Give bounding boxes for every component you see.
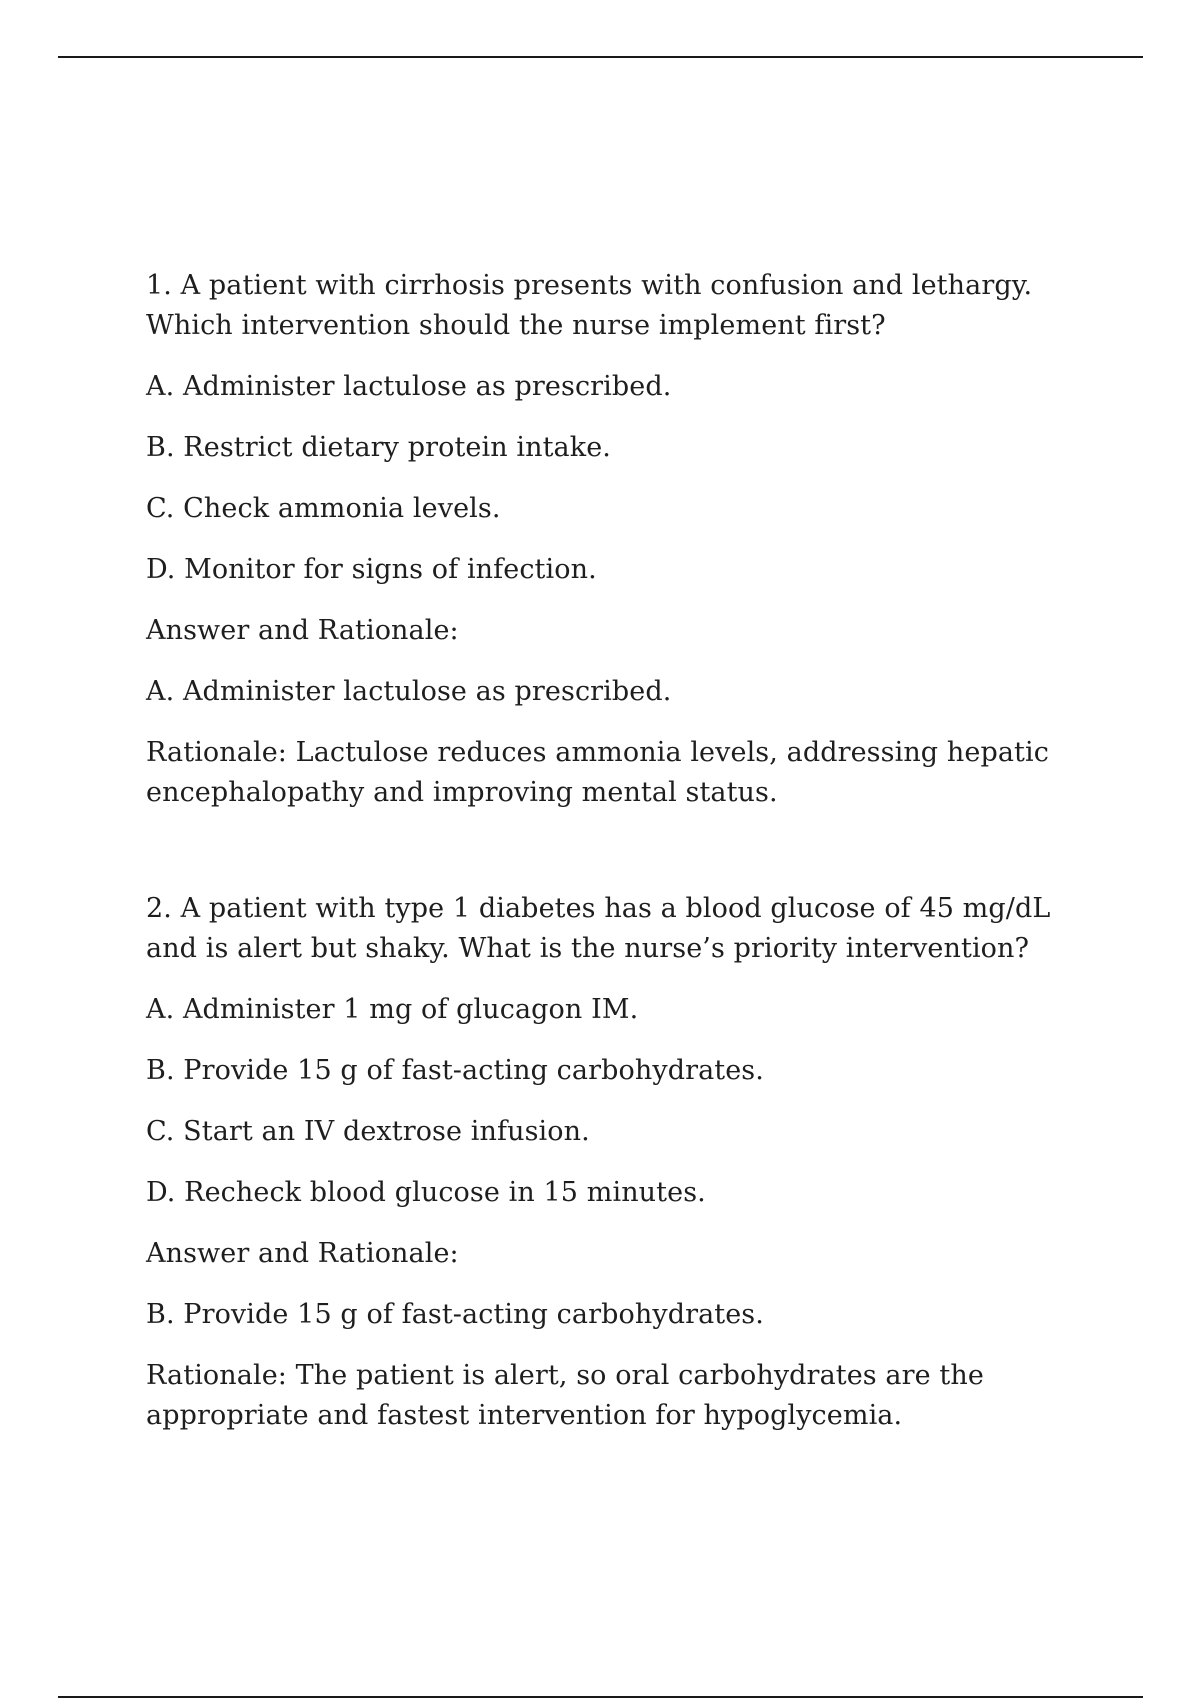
rationale: Rationale: Lactulose reduces ammonia levels, addressing hepatic encephalopathy and improving mental status. [146, 737, 1049, 808]
option-d: D. Recheck blood glucose in 15 minutes. [146, 1177, 706, 1208]
question-block-2 [146, 889, 1096, 1436]
rationale: Rationale: The patient is alert, so oral carbohydrates are the appropriate and fastest intervention for hypoglycemia. [146, 1360, 984, 1431]
answer-heading: Answer and Rationale: [146, 1238, 459, 1269]
option-b: B. Restrict dietary protein intake. [146, 432, 611, 463]
option-a: A. Administer 1 mg of glucagon IM. [146, 994, 639, 1025]
answer-heading: Answer and Rationale: [146, 615, 459, 646]
question-text: 1. A patient with cirrhosis presents with confusion and lethargy. Which intervention should the nurse implement first? [146, 270, 1033, 341]
correct-answer: A. Administer lactulose as prescribed. [146, 676, 672, 707]
question-block-1 [146, 266, 1096, 813]
question-text: 2. A patient with type 1 diabetes has a blood glucose of 45 mg/dL and is alert but shaky. What is the nurse’s priority intervention? [146, 893, 1051, 964]
option-d: D. Monitor for signs of infection. [146, 554, 597, 585]
option-a: A. Administer lactulose as prescribed. [146, 371, 672, 402]
option-c: C. Check ammonia levels. [146, 493, 501, 524]
correct-answer: B. Provide 15 g of fast-acting carbohydrates. [146, 1299, 764, 1330]
document-body [146, 266, 1096, 1436]
option-c: C. Start an IV dextrose infusion. [146, 1116, 590, 1147]
header-rule [58, 56, 1143, 58]
footer-rule [58, 1696, 1143, 1698]
option-b: B. Provide 15 g of fast-acting carbohydrates. [146, 1055, 764, 1086]
